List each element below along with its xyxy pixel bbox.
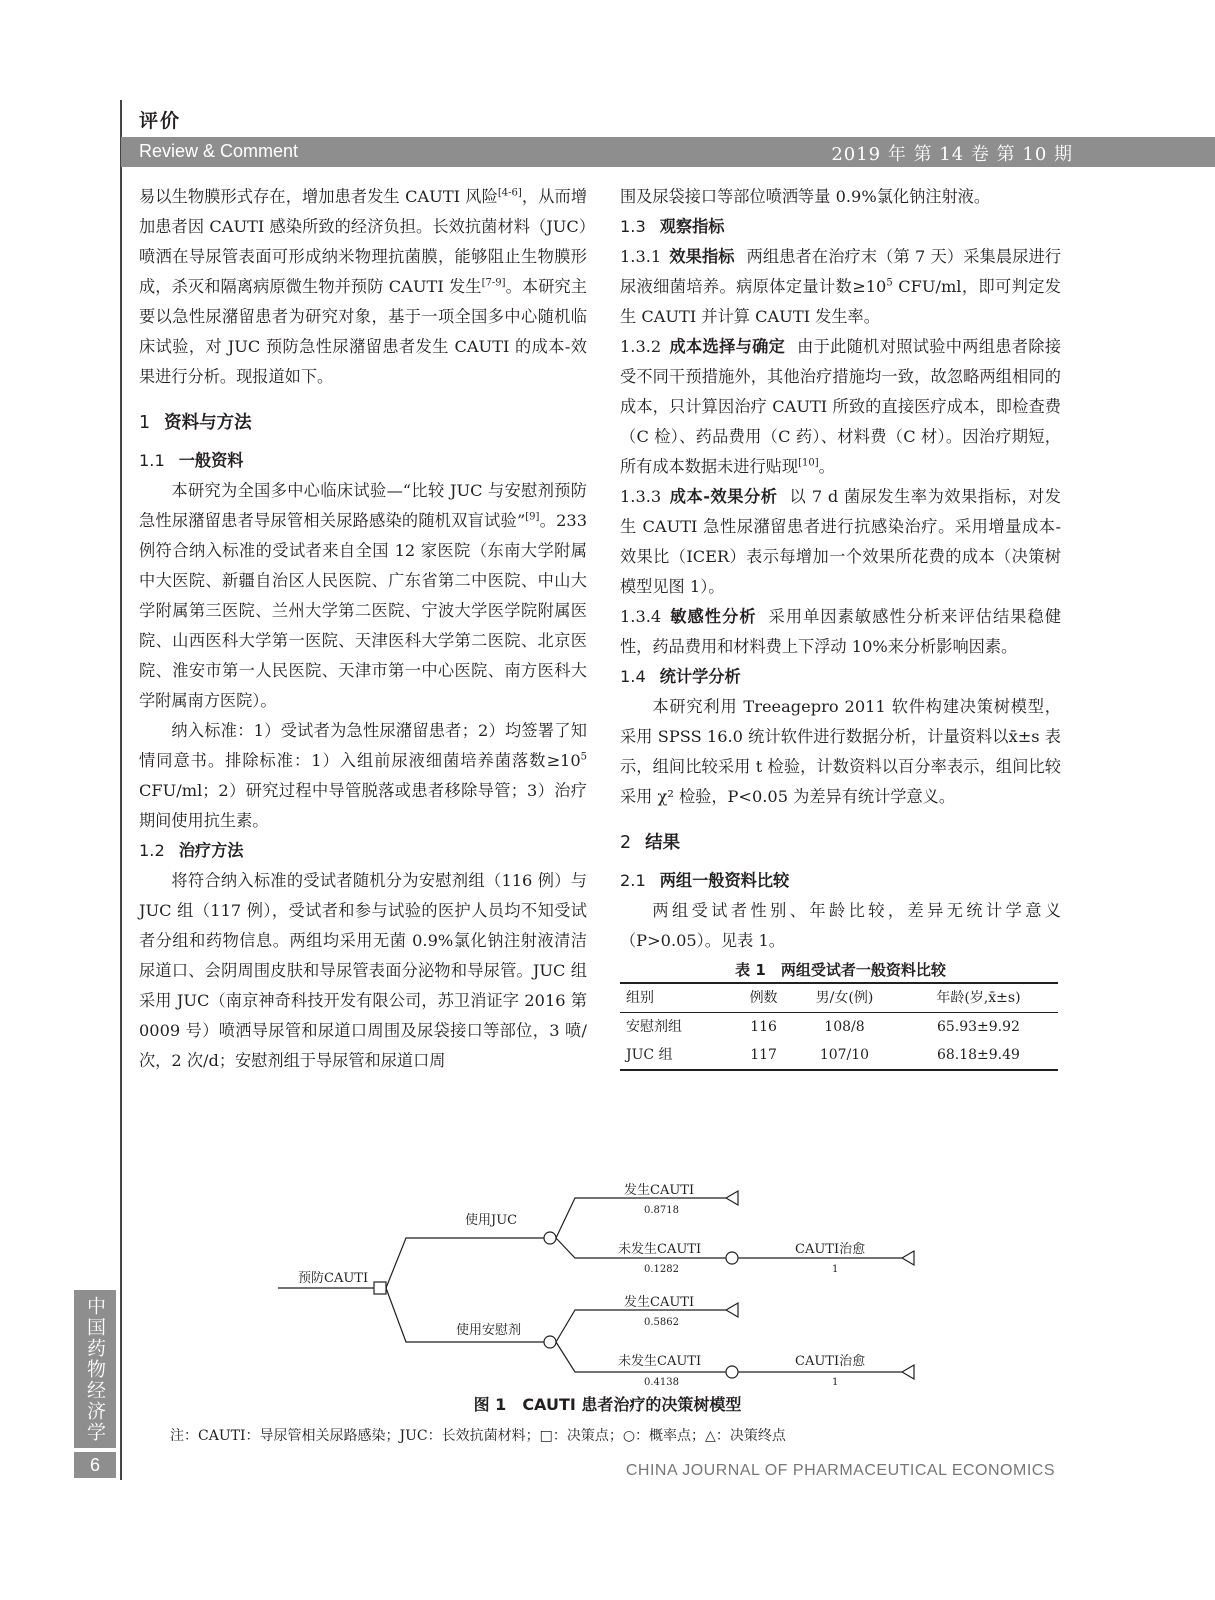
node-label: CAUTI治愈: [795, 1354, 866, 1369]
probability-label: 1: [832, 1377, 839, 1388]
terminal-node: [902, 1251, 914, 1265]
page-number: 6: [74, 1452, 116, 1478]
paragraph: 将符合纳入标准的受试者随机分为安慰剂组（116 例）与 JUC 组（117 例），受试者和参与试验的医护人员均不知受试者分组和药物信息。两组均采用无菌 0.9%氯化钠注射液清洁尿道口、会阴周围皮肤和导尿管表面分泌物和导尿管。JUC 组采用 JUC（南京神奇科技开发有限公司，苏卫消证字 2016 第 0009 号）喷洒导尿管和尿道口周围及尿袋接口等部位，3 喷/次，2 次/d；安慰剂组于导尿管和尿道口周: [139, 871, 587, 1070]
node-label: 未发生CAUTI: [618, 1242, 702, 1257]
section-title-en: Review & Comment: [139, 141, 299, 161]
citation: [7-9]: [481, 277, 506, 289]
node-label: 发生CAUTI: [624, 1183, 695, 1198]
probability-label: 0.5862: [644, 1317, 679, 1328]
issue-label: 2019 年 第 14 卷 第 10 期: [831, 144, 1073, 165]
left-column: [139, 182, 587, 1076]
chance-node: [726, 1366, 738, 1378]
table-header: 组别: [620, 983, 737, 1013]
node-label: CAUTI治愈: [795, 1242, 866, 1257]
citation: [10]: [798, 457, 819, 469]
figure-note: 注：CAUTI：导尿管相关尿路感染；JUC：长效抗菌材料；□：决策点；○：概率点；△：决策终点: [170, 1428, 786, 1444]
right-column: [620, 182, 1061, 1071]
header-banner: [121, 137, 1215, 167]
journal-side-title: 中国药物经济学: [74, 1290, 116, 1448]
decision-tree-figure: [270, 1178, 930, 1398]
paragraph: 围及尿袋接口等部位喷洒等量 0.9%氯化钠注射液。: [620, 187, 991, 206]
paragraph: 1.3.1 效果指标 两组患者在治疗末（第 7 天）采集晨尿进行尿液细菌培养。病原体定量计数$\ge 10^5$ CFU/ml，即可判定发生 CAUTI 并计算 CAUTI 发生率。: [620, 247, 1062, 326]
paragraph: 1.3.2 成本选择与确定 由于此随机对照试验中两组患者除接受不同干预措施外，其他治疗措施均一致，故忽略两组相同的成本，只计算因治疗 CAUTI 所致的直接医疗成本，即检查费（C 检）、药品费用（C 药）、材料费（C 材）。因治疗期短，所有成本数据未进行贴现[10]。: [620, 337, 1062, 476]
paragraph: 本研究利用 Treeagepro 2011 软件构建决策树模型，采用 SPSS 16.0 统计软件进行数据分析，计量资料以x̄±s 表示，组间比较采用 t 检验，计数资料以百分率表示，组间比较采用 χ² 检验，P<0.05 为差异有统计学意义。: [620, 697, 1061, 806]
paragraph: 两组受试者性别、年龄比较，差异无统计学意义（P>0.05）。见表 1。: [620, 901, 1061, 950]
heading-2: 2 结果: [620, 833, 681, 853]
chance-node: [726, 1252, 738, 1264]
heading-1-2: 1.2 治疗方法: [139, 841, 244, 860]
node-label: 发生CAUTI: [624, 1295, 695, 1310]
journal-name: CHINA JOURNAL OF PHARMACEUTICAL ECONOMICS: [625, 1462, 1055, 1479]
heading-1-4: 1.4 统计学分析: [620, 667, 741, 686]
terminal-node: [902, 1365, 914, 1379]
heading-2-1: 2.1 两组一般资料比较: [620, 871, 790, 890]
chance-node: [544, 1232, 556, 1244]
section-title: 评价: [139, 110, 182, 132]
table-row: 安慰剂组 116 108/8 65.93±9.92: [626, 1019, 1020, 1035]
paragraph: 纳入标准：1）受试者为急性尿潴留患者；2）均签署了知情同意书。排除标准：1）入组前尿液细菌培养菌落数$\ge 10^5$ CFU/ml；2）研究过程中导管脱落或患者移除导管；3）治疗期间使用抗生素。: [139, 721, 587, 830]
margin-rule: [120, 100, 122, 1480]
table-caption: 表 1 两组受试者一般资料比较: [735, 961, 946, 979]
heading-1: 1 资料与方法: [139, 413, 252, 433]
citation: [9]: [525, 511, 540, 523]
probability-label: 0.8718: [644, 1205, 679, 1216]
table-header: 年龄(岁,x̄±s): [899, 983, 1058, 1013]
paragraph: 1.3.4 敏感性分析 采用单因素敏感性分析来评估结果稳健性，药品费用和材料费上下浮动 10%来分析影响因素。: [620, 607, 1062, 656]
citation: [4-6]: [497, 187, 522, 199]
table-header: 例数: [737, 983, 790, 1013]
chance-node: [544, 1336, 556, 1348]
table-general-info: [620, 982, 1058, 1071]
figure-caption: 图 1 CAUTI 患者治疗的决策树模型: [473, 1395, 742, 1414]
terminal-node: [726, 1303, 738, 1317]
heading-1-3: 1.3 观察指标: [620, 217, 725, 236]
node-label: 未发生CAUTI: [618, 1354, 702, 1369]
paragraph: 1.3.3 成本-效果分析 以 7 d 菌尿发生率为效果指标，对发生 CAUTI 急性尿潴留患者进行抗感染治疗。采用增量成本-效果比（ICER）表示每增加一个效果所花费的成本（决策树模型见图 1）。: [620, 487, 1061, 596]
decision-node: [374, 1282, 386, 1294]
paragraph: 本研究为全国多中心临床试验—“比较 JUC 与安慰剂预防急性尿潴留患者导尿管相关尿路感染的随机双盲试验”[9]。233 例符合纳入标准的受试者来自全国 12 家医院（东南大学附属中大医院、新疆自治区人民医院、广东省第二中医院、中山大学附属第三医院、兰州大学第二医院、宁波大学医学院附属医院、山西医科大学第一医院、天津医科大学第二医院、北京医院、淮安市第一人民医院、天津市第一中心医院、南方医科大学附属南方医院）。: [139, 481, 587, 710]
node-label: 使用安慰剂: [456, 1323, 522, 1338]
terminal-node: [726, 1191, 738, 1205]
probability-label: 0.4138: [644, 1377, 679, 1388]
heading-1-1: 1.1 一般资料: [139, 451, 244, 470]
probability-label: 0.1282: [644, 1264, 679, 1275]
probability-label: 1: [832, 1264, 839, 1275]
table-header: 男/女(例): [790, 983, 899, 1013]
node-label: 预防CAUTI: [298, 1271, 369, 1286]
table-row: JUC 组 117 107/10 68.18±9.49: [620, 1041, 1058, 1070]
paragraph: 易以生物膜形式存在，增加患者发生 CAUTI 风险[4-6]，从而增加患者因 CAUTI 感染所致的经济负担。长效抗菌材料（JUC）喷洒在导尿管表面可形成纳米物理抗菌膜，能够阻止生物膜形成，杀灭和隔离病原微生物并预防 CAUTI 发生[7-9]。本研究主要以急性尿潴留患者为研究对象，基于一项全国多中心随机临床试验，对 JUC 预防急性尿潴留患者发生 CAUTI 的成本-效果进行分析。现报道如下。: [139, 187, 588, 386]
node-label: 使用JUC: [465, 1213, 518, 1228]
